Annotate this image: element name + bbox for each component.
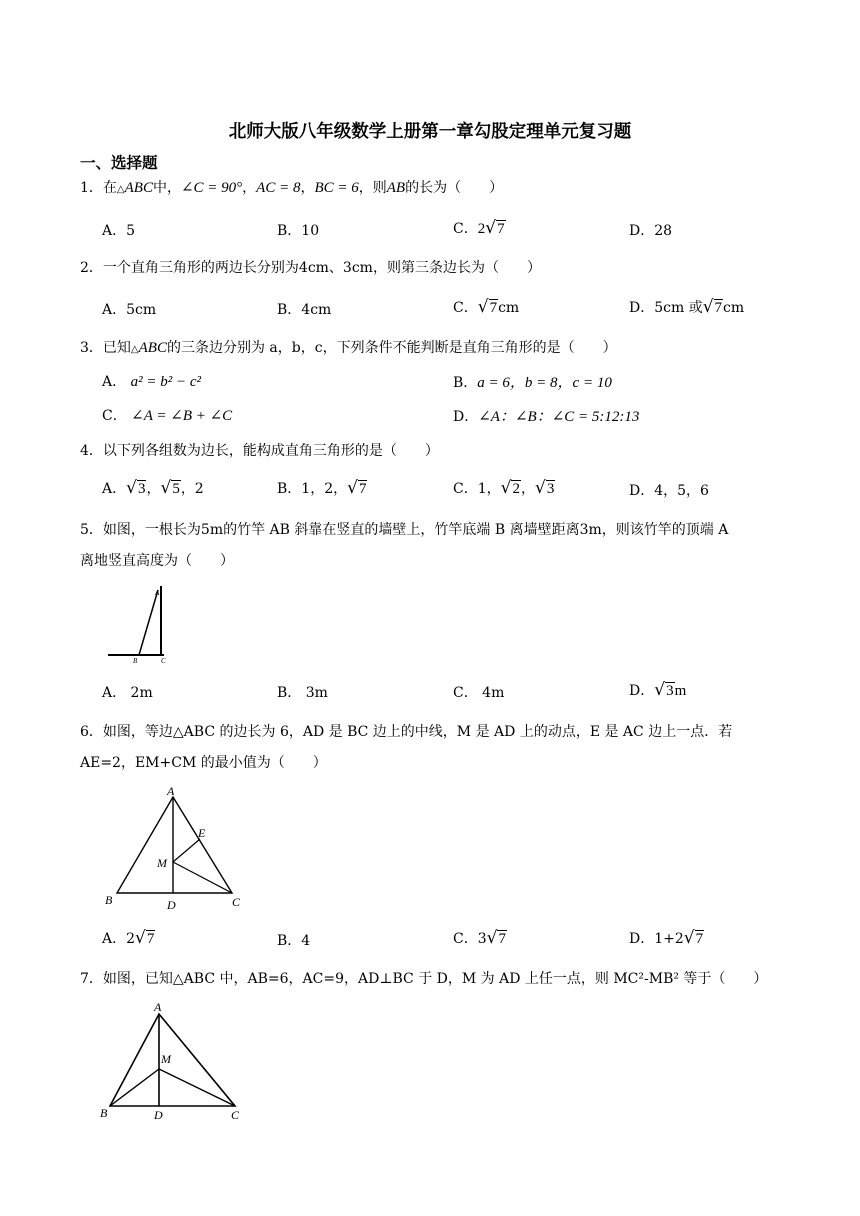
page-title: 北师大版八年级数学上册第一章勾股定理单元复习题: [228, 122, 632, 142]
q4-option-c[interactable]: C．1，√2，√3: [453, 478, 555, 498]
question-5-line-1: 5．如图，一根长为5m的竹竿 AB 斜靠在竖直的墙壁上，竹竿底端 B 离墙壁距离3m，则该竹竿的顶端 A: [80, 522, 729, 538]
q6-option-a-label: A．2: [102, 931, 136, 947]
q3-option-d[interactable]: [453, 405, 639, 426]
q3-abc: ABC: [138, 340, 167, 356]
q7-label-b: B: [100, 1106, 108, 1120]
q5-option-b[interactable]: B． 3m: [277, 685, 328, 701]
q2-option-c-unit: cm: [498, 300, 520, 316]
question-4-stem: 4．以下列各组数为边长，能构成直角三角形的是（ ）: [80, 443, 439, 459]
q1-option-c[interactable]: C．2√7: [453, 218, 505, 238]
q2-option-d-radicand: 7: [714, 300, 723, 316]
q1-option-c-coef: 2: [477, 221, 486, 237]
q6-option-b[interactable]: B．4: [277, 933, 311, 949]
question-6-line-2: AE=2，EM+CM 的最小值为（ ）: [80, 755, 327, 771]
q7-triangle-figure: [98, 1000, 248, 1125]
q4-option-b-radicand: 7: [358, 481, 367, 497]
q1-option-c-radicand: 7: [497, 221, 505, 237]
q1-text-d: 的长为（ ）: [405, 180, 504, 196]
q2-option-c-radicand: 7: [489, 300, 498, 316]
q4-option-c-sep: ，: [520, 481, 535, 497]
q5-option-d-unit: m: [674, 683, 687, 699]
q4-option-a-sep: ，: [146, 481, 161, 497]
q4-option-b[interactable]: B．1，2，√7: [277, 478, 367, 498]
q2-option-c[interactable]: C．√7cm: [453, 297, 520, 317]
q6-label-a: A: [167, 785, 175, 798]
q3-option-c-math: ∠A = ∠B + ∠C: [131, 408, 233, 424]
q1-triangle-symbol: △: [116, 184, 125, 195]
q6-label-d: D: [167, 898, 176, 912]
q7-label-c: C: [231, 1108, 240, 1122]
q6-option-a-radicand: 7: [146, 931, 155, 947]
q5-label-c: C: [161, 657, 166, 665]
question-3-stem: [80, 337, 617, 361]
q5-option-a[interactable]: A． 2m: [102, 685, 153, 701]
q5-label-a: A: [155, 589, 160, 597]
question-5-line-2: 离地竖直高度为（ ）: [80, 553, 234, 569]
q5-bamboo-line: [139, 590, 158, 655]
q6-option-a[interactable]: A．2√7: [102, 928, 155, 948]
question-2-stem: 2．一个直角三角形的两边长分别为4cm、3cm，则第三条边长为（ ）: [80, 260, 541, 276]
q7-segment-mc: [159, 1069, 235, 1106]
q7-segment-mb: [110, 1069, 159, 1106]
q6-option-d[interactable]: D．1+2√7: [629, 928, 704, 948]
q1-text-b: 中，: [152, 180, 181, 196]
q4-option-d[interactable]: D．4，5，6: [629, 483, 709, 499]
q7-label-d: D: [154, 1108, 163, 1122]
q3-option-b-math: a = 6，b = 8，c = 10: [477, 375, 612, 391]
q5-option-c[interactable]: C． 4m: [453, 685, 505, 701]
q4-option-c-radicand-1: 2: [512, 481, 520, 497]
q1-option-a[interactable]: A．5: [102, 223, 136, 239]
q1-sep2: ，: [300, 180, 315, 196]
q1-option-c-label: C．: [453, 221, 478, 237]
q1-option-b[interactable]: B．10: [277, 223, 320, 239]
q6-triangle-abc: [117, 797, 232, 893]
q3-text-a: 3．已知: [80, 340, 131, 356]
q3-triangle-symbol: △: [130, 344, 139, 355]
q4-option-c-label: C．1，: [453, 481, 501, 497]
q6-equilateral-figure: [100, 785, 250, 915]
q6-label-m: M: [157, 856, 167, 870]
q3-option-b-label: B．: [453, 375, 478, 391]
q2-option-c-label: C．: [453, 300, 478, 316]
q3-text-b: 的三条边分别为 a，b，c，下列条件不能判断是直角三角形的是（ ）: [166, 340, 617, 356]
q6-label-c: C: [232, 895, 241, 909]
question-7-stem: 7．如图，已知△ABC 中，AB=6，AC=9，AD⊥BC 于 D，M 为 AD 上任一点，则 MC²-MB² 等于（ ）: [80, 971, 768, 987]
q1-text-a: 1．在: [80, 180, 117, 196]
q3-option-b[interactable]: [453, 371, 612, 392]
q5-label-b: B: [133, 657, 138, 665]
q4-option-a-post: ，2: [180, 481, 204, 497]
q4-option-a-label: A．: [102, 481, 127, 497]
q2-option-d[interactable]: D．5cm 或√7cm: [629, 297, 745, 317]
q5-option-d-radicand: 3: [666, 683, 674, 699]
q6-option-c-label: C．3: [453, 931, 487, 947]
q6-option-c-radicand: 7: [498, 931, 506, 947]
q2-option-d-label: D．5cm 或: [629, 300, 703, 316]
q2-option-d-unit: cm: [723, 300, 745, 316]
q4-option-a[interactable]: A．√3，√5，2: [102, 478, 204, 498]
question-1-stem: [80, 177, 503, 201]
q6-label-e: E: [198, 826, 206, 840]
q1-sep1: ，: [242, 180, 257, 196]
q5-ladder-figure: [100, 582, 190, 668]
q2-option-a[interactable]: A．5cm: [102, 302, 157, 318]
q3-option-c-label: C．: [102, 408, 127, 424]
q1-option-d[interactable]: D．28: [629, 223, 673, 239]
q4-option-a-radicand-2: 5: [172, 481, 180, 497]
q3-option-d-label: D．: [453, 409, 479, 425]
q3-option-a-label: A．: [102, 374, 127, 390]
q3-option-a[interactable]: [102, 371, 201, 391]
q7-label-a: A: [154, 1000, 162, 1014]
q1-condition-ac: AC = 8: [256, 180, 301, 196]
q4-option-c-radicand-2: 3: [546, 481, 555, 497]
q6-option-d-label: D．1+2: [629, 931, 684, 947]
q1-text-c: ，则: [358, 180, 387, 196]
q5-option-d[interactable]: D．√3m: [629, 680, 687, 700]
q6-segment-me: [173, 839, 200, 862]
q3-option-d-math: ∠A：∠B：∠C = 5:12:13: [478, 409, 640, 425]
q2-option-b[interactable]: B．4cm: [277, 302, 332, 318]
section-heading: 一、选择题: [80, 154, 158, 172]
q4-option-a-radicand-1: 3: [137, 481, 146, 497]
q3-option-a-math: a² = b² − c²: [130, 374, 201, 390]
q7-label-m: M: [161, 1052, 171, 1066]
q4-option-b-label: B．1，2，: [277, 481, 348, 497]
q5-option-d-label: D．: [629, 683, 655, 699]
question-6-line-1: 6．如图，等边△ABC 的边长为 6，AD 是 BC 边上的中线，M 是 AD 上的动点，E 是 AC 边上一点．若: [80, 724, 733, 740]
q1-condition-angle: ∠C = 90°: [180, 180, 243, 196]
q1-condition-bc: BC = 6: [314, 180, 359, 196]
q1-abc: ABC: [124, 180, 153, 196]
q3-option-c[interactable]: [102, 405, 232, 425]
q6-option-d-radicand: 7: [695, 931, 704, 947]
q6-label-b: B: [105, 893, 113, 907]
q1-ab: AB: [386, 180, 406, 196]
q6-option-c[interactable]: C．3√7: [453, 928, 506, 948]
